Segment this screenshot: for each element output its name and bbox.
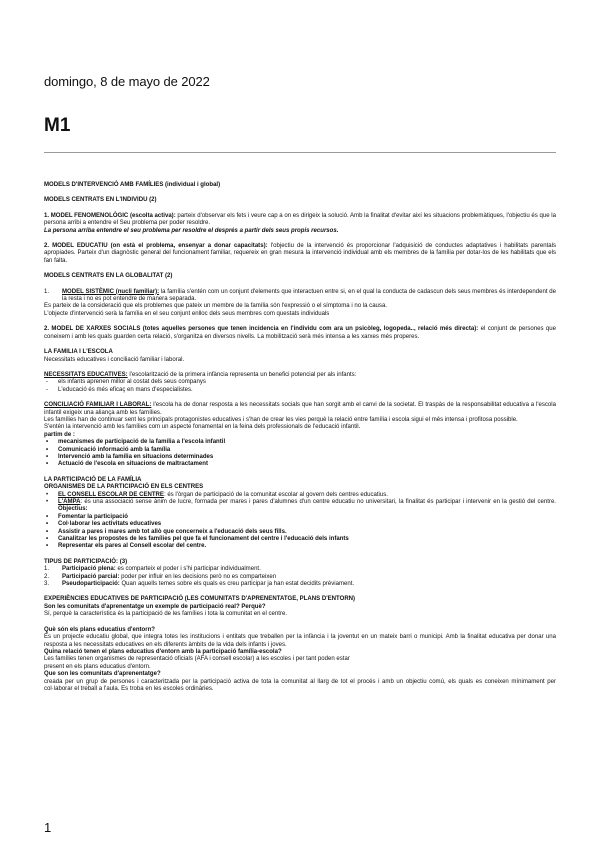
model-text: el conjunt de persones que coneixem i amb les quals guarden certa relació, s'organitza en diversos nivells. La mobilització serà més intensa a les xarxes més properes. [44, 326, 557, 340]
list-number: 2. [44, 573, 50, 580]
list-item [44, 566, 556, 573]
item-text: Quan aquells temes sobre els quals es creu participar ja han estat decidits prèviament. [119, 581, 355, 588]
list-item: • Canalitzar les propostes de les famílies pel que fa el funcionament del centre i l'educació dels infants [44, 536, 556, 543]
model-sistemic-p2: Es parteix de la consideració que els problemes que pateix un membre de la família són l'expressió o el símptoma i no la causa. [44, 303, 387, 310]
model-label: MODEL SISTÈMIC (nucli familiar): [62, 288, 160, 295]
list-item: • Col·laborar les activitats educatives [44, 521, 556, 528]
item-text: : és l'òrgan de participació de la comunitat escolar al govern dels centres educatius. [163, 491, 388, 498]
heading-globalitat: MODELS CENTRATS EN LA GLOBALITAT (2) [44, 273, 173, 280]
tipus-list [44, 566, 556, 588]
model-sistemic [44, 289, 556, 304]
heading-tipus: TIPUS DE PARTICIPACIÓ: (3) [44, 558, 128, 565]
item-label: Pseudoparticipació: [62, 581, 120, 588]
model-fenomenologic-italic: La persona arriba entendre el seu problema per resoldre el després a partir dels seus propis recursos. [44, 227, 339, 234]
list-number: 1. [44, 566, 50, 573]
question: Quina relació tenen el plans educatius d'entorn amb la participació família-escola? [44, 648, 282, 655]
question: Que son les comunitats d'aprenentatge? [44, 671, 161, 678]
model-text: l'objectiu de la intervenció és proporcionar l'adquisició de conductes adaptatives i habilitats parentals apropiades. Parteix d'un diagnòstic general del funcionament familiar, requereix en gran mesura la intervenció individual amb els membres de la família per dotar-los de les habilitats que els fan falta. [44, 243, 556, 264]
section-text: l'escola ha de donar resposta a les necessitats socials que han sorgit amb el canvi de la societat. El traspàs de la responsabilitat educativa a l'escola infantil exigeix una aliança amb les famílies. [44, 402, 556, 416]
answer: Les famílies tenen organismes de representació oficials (AFA i consell escolar) a les escoles i per tant poden estar [44, 656, 350, 663]
list-item [44, 492, 556, 499]
heading-organismes: ORGANISMES DE LA PARTICIPACIÓ EN ELS CENTRES [44, 484, 204, 491]
list-item: • Fomentar la participació [44, 514, 556, 521]
list-item: • Actuació de l'escola en situacions de maltractament [44, 461, 556, 468]
necessitats-educatives [44, 372, 556, 379]
answer: creada per un grup de persones i caracteritzada per la participació activa de tota la comunitat al llarg de tot el procés i amb un objectiu comú, els quals es coneixen mínimament per col·laborar el treball a l'aula. Es troba en les escoles ordinàries. [44, 678, 556, 692]
model-educatiu [44, 243, 556, 265]
question: Son les comunitats d'aprenentatge un exemple de participació real? Perquè? [44, 603, 266, 610]
heading-experiencies: EXPERIÈNCIES EDUCATIVES DE PARTICIPACIÓ (LES COMUNITATS D'APRENENTATGE, PLANS D'ENTORN) [44, 596, 356, 603]
list-item: • Assistir a pares i mares amb tot allò que concerneix a l'educació dels seus fills. [44, 529, 556, 536]
partim-label: partim de : [44, 431, 75, 438]
page-title: M1 [44, 115, 71, 136]
item-text: : és una associació sense ànim de lucre, formada per mares i pares d'alumnes d'un centre educatiu no universitari, la finalitat és participar i intervenir en la gestió del centre. [80, 499, 556, 505]
partim-list [44, 439, 556, 469]
conciliacio [44, 402, 556, 417]
section-text: l'escolarització de la primera infància representa un benefici potencial per als infants: [127, 371, 357, 378]
model-label: 1. MODEL FENOMENOLÒGIC (escolta activa): [44, 212, 176, 219]
model-label: 2. MODEL EDUCATIU (on està el problema, ensenyar a donar capacitats): [44, 243, 268, 250]
item-text: es comparteix el poder i s'hi participar individualment. [115, 566, 261, 573]
item-label: Participació parcial: [62, 573, 120, 580]
page-date: domingo, 8 de mayo de 2022 [44, 74, 210, 89]
necessitats-list [44, 379, 556, 394]
item-label: EL CONSELL ESCOLAR DE CENTRE [58, 491, 164, 498]
heading-participacio: LA PARTICIPACIÓ DE LA FAMÍLIA [44, 476, 142, 483]
item-label: L'AMPA [58, 499, 81, 505]
page-number: 1 [44, 820, 52, 835]
model-xarxes [44, 326, 556, 341]
item-label: Objectius: [58, 506, 88, 513]
list-item: - L'educació és més eficaç en mans d'especialistes. [44, 387, 556, 394]
list-item: • Representar els pares al Consell escolar del centre. [44, 543, 556, 550]
model-text: la família s'entén com un conjunt d'elements que interactuen entre si, en el qual la conducta de cadascun dels seus membres és interdependent de la resta i no es pot entendre de manera separada. [62, 288, 557, 303]
list-item: • Comunicació informació amb la família [44, 447, 556, 454]
answer: És un projecte educatiu global, que integra totes les institucions i entitats que treballen per la infància i la joventut en un mateix barri o municipi. Amb la finalitat educativa per donar una resposta a les necessitats educatives en els diferents àmbits de la vida dels infants i joves. [44, 634, 556, 648]
section-label: CONCILIACIÓ FAMILIAR I LABORAL: [44, 402, 152, 409]
list-item: - els infants aprenen millor al costat dels seus companys [44, 379, 556, 386]
list-item: • Intervenció amb la família en situacions determinades [44, 454, 556, 461]
model-fenomenologic [44, 213, 556, 228]
list-item [44, 499, 556, 514]
heading-individu: MODELS CENTRATS EN L'INDIVIDU (2) [44, 197, 157, 204]
title-divider [44, 152, 556, 153]
item-label: Participació plena: [62, 566, 116, 573]
heading-models: MODELS D'INTERVENCIÓ AMB FAMÍLIES (individual i global) [44, 182, 221, 188]
model-sistemic-p3: L'objecte d'intervenció serà la família en el seu conjunt enlloc dels seus membres com questats individuals [44, 310, 330, 317]
organismes-list [44, 492, 556, 551]
conciliacio-p3: S'entén la intervenció amb les famílies com un aspecte fonamental en la feina dels professionals de l'educació infantil. [44, 424, 361, 431]
list-item [44, 574, 556, 581]
section-label: NECESSITATS EDUCATIVES: [44, 371, 128, 378]
familia-escola-text: Necessitats educatives i conciliació familiar i laboral. [44, 356, 185, 363]
answer: present en els plans educatius d'entorn. [44, 663, 151, 670]
answer: Sí, perquè la característica és la participació de les famílies i tota la comunitat en el centre. [44, 611, 288, 618]
heading-familia-escola: LA FAMILIA I L'ESCOLA [44, 349, 113, 356]
conciliacio-p2: Les famílies han de continuar sent les principals protagonistes educatives i s'han de crear les vies perquè la relació entre família i escola sigui el més intensa i profitosa possible. [44, 416, 518, 423]
document-body [44, 182, 556, 693]
list-number: 3. [44, 581, 50, 588]
question: Què són els plans educatius d'entorn? [44, 626, 155, 633]
item-text: poder per influir en les decisions però no es comparteixen [119, 573, 277, 580]
list-number: 1. [44, 288, 50, 295]
list-item: • mecanismes de participació de la família a l'escola infantil [44, 439, 556, 446]
model-text: parteix d'observar els fets i veure cap a on es dirigeix la solució. Amb la finalitat d'evitar així les situacions problemàtiques, l'objectiu és que la persona arribi a entendre el Seu problema per poder resoldre. [44, 212, 556, 227]
model-label: 2. MODEL DE XARXES SOCIALS (totes aquelles persones que tenen incidencia en l'individu com ara un psicòleg, logopeda.., relació més directa): [44, 326, 479, 333]
list-item [44, 581, 556, 588]
